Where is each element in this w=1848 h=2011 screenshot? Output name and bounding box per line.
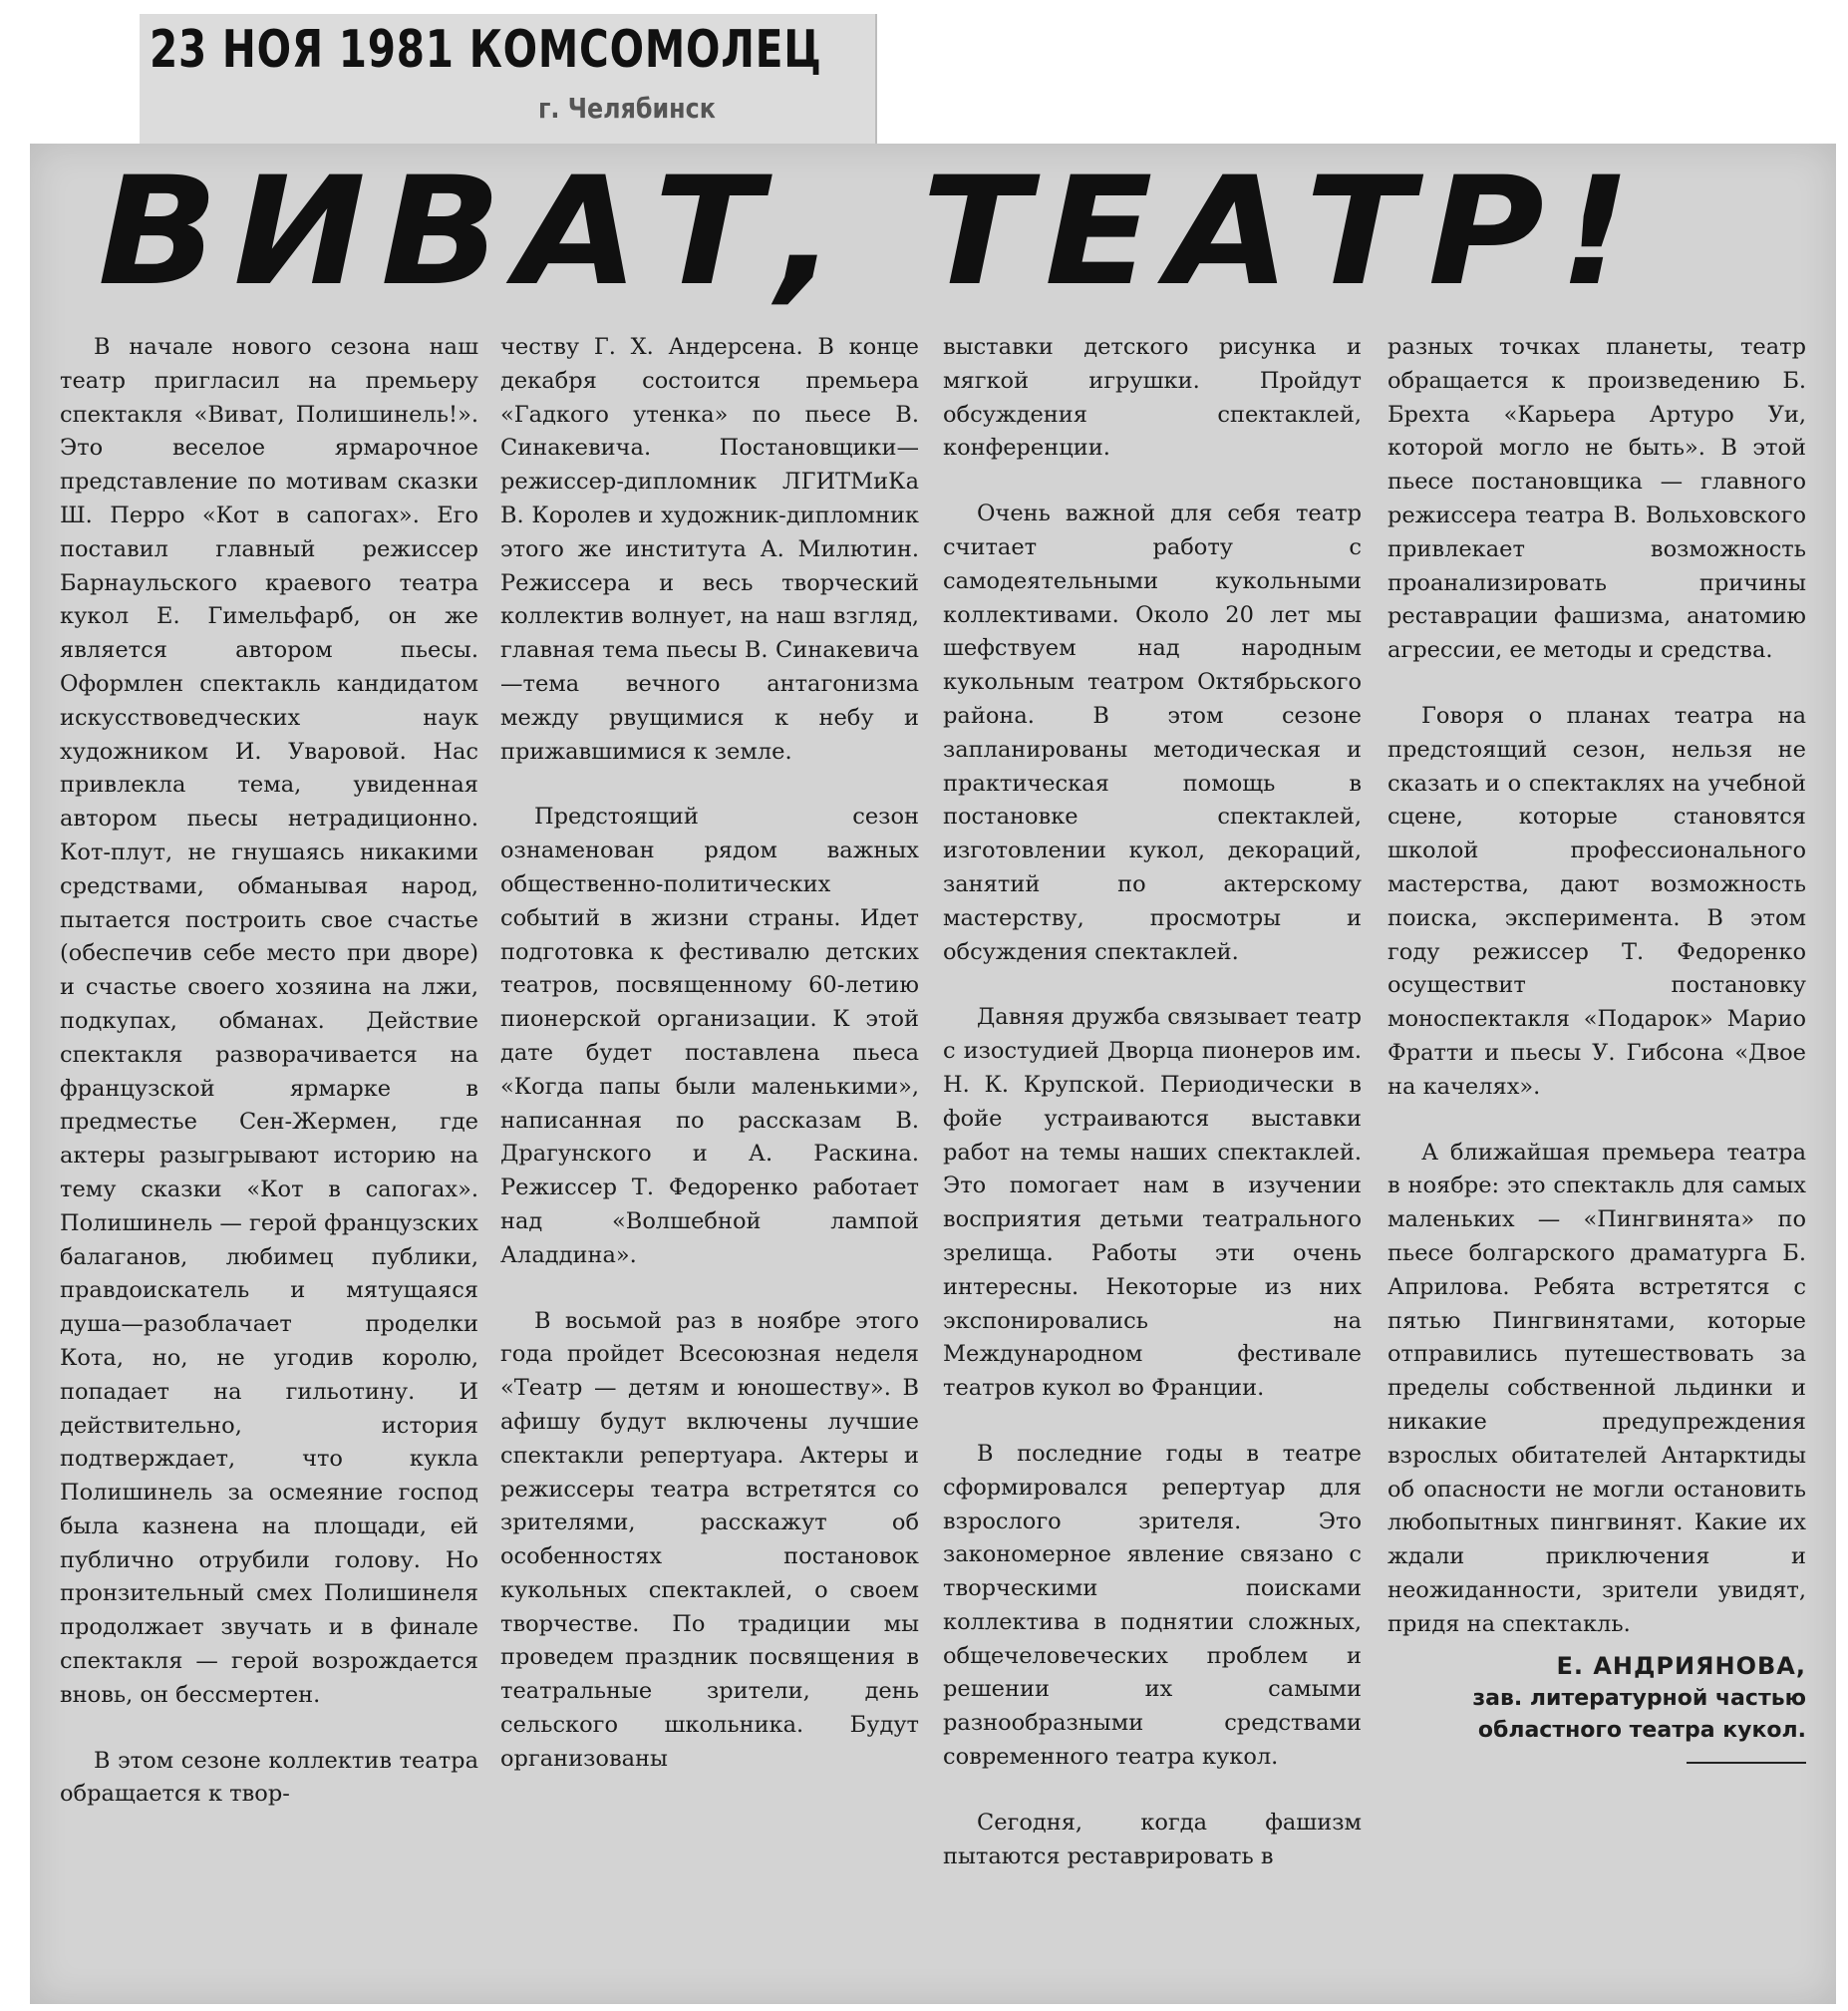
paragraph: Очень важной для себя театр считает работу с самодеятельными кукольными коллективами. Около 20 лет мы шефствуем над народным кукольным театром Октябрьского района. В этом сезоне запланированы методическая и практическая помощь в постановке спектаклей, изготовлении кукол, декораций, занятий по актерскому мастерству, просмотры и обсуждения спектаклей. <box>943 501 1362 965</box>
article-column-3 <box>943 331 1362 1986</box>
newspaper-clipping <box>30 144 1836 2004</box>
stamp-city: г. Челябинск <box>538 92 716 125</box>
article-column-2 <box>500 331 919 1986</box>
stamp-date-newspaper: 23 НОЯ 1981 КОМСОМОЛЕЦ <box>150 20 822 80</box>
paragraph: В последние годы в театре сформировался репертуар для взрослого зрителя. Это закономерное явление связано с творческими поисками коллектива в поднятии сложных, общечеловеческих проблем и решении их самыми разнообразными средствами современного театра кукол. <box>943 1440 1362 1771</box>
paragraph: разных точках планеты, театр обращается к произведению Б. Брехта «Карьера Артуро Уи, которой могло не быть». В этой пьесе постановщика — главного режиссера театра В. Вольховского привлекает возможность проанализировать причины реставрации фашизма, анатомию агрессии, ее методы и средства. <box>1387 334 1806 664</box>
paragraph: Давняя дружба связывает театр с изостудией Дворца пионеров им. Н. К. Крупской. Периодически в фойе устраиваются выставки работ на темы наших спектаклей. Это помогает нам в изучении восприятия детьми театрального зрелища. Работы эти очень интересны. Некоторые из них экспонировались на Международном фестивале театров кукол во Франции. <box>943 1004 1362 1402</box>
paragraph: Говоря о планах театра на предстоящий сезон, нельзя не сказать и о спектаклях на учебной сцене, которые становятся школой профессионального мастерства, дают возможность поиска, эксперимента. В этом году режиссер Т. Федоренко осуществит постановку моноспектакля «Подарок» Марио Фратти и пьесы У. Гибсона «Двое на качелях». <box>1387 702 1806 1100</box>
author-position: зав. литературной частью областного театра кукол. <box>1472 1686 1806 1744</box>
article-column-1 <box>60 331 478 1986</box>
paragraph: Предстоящий сезон ознаменован рядом важных общественно-политических событий в жизни страны. Идет подготовка к фестивалю детских театров, посвященному 60-летию пионерской организации. К этой дате будет поставлена пьеса «Когда папы были маленькими», написанная по рассказам В. Драгунского и А. Раскина. Режиссер Т. Федоренко работает над «Волшебной лампой Аладдина». <box>500 804 919 1268</box>
clipping-stamp <box>140 14 877 144</box>
paragraph: выставки детского рисунка и мягкой игрушки. Пройдут обсуждения спектаклей, конференции. <box>943 334 1362 462</box>
signature-rule <box>1687 1762 1806 1764</box>
author-signature <box>1387 1649 1806 1779</box>
paragraph: А ближайшая премьера театра в ноябре: это спектакль для самых маленьких — «Пингвинята» по пьесе болгарского драматурга Б. Априлова. Ребята встретятся с пятью Пингвинятами, которые отправились путешествовать за пределы собственной льдинки и никакие предупреждения взрослых обитателей Антарктиды об опасности не могли остановить любопытных пингвинят. Какие их ждали приключения и неожиданности, зрители увидят, придя на спектакль. <box>1387 1139 1806 1637</box>
paragraph: В начале нового сезона наш театр пригласил на премьеру спектакля «Виват, Полишинель!». Это веселое ярмарочное представление по мотивам сказки Ш. Перро «Кот в сапогах». Его поставил главный режиссер Барнаульского краевого театра кукол Е. Гимельфарб, он же является автором пьесы. Оформлен спектакль кандидатом искусствоведческих наук художником И. Уваровой. Нас привлекла тема, увиденная автором пьесы нетрадиционно. Кот-плут, не гнушаясь никакими средствами, обманывая народ, пытается построить свое счастье (обеспечив себе место при дворе) и счастье своего хозяина на лжи, подкупах, обманах. Действие спектакля разворачивается на французской ярмарке в предместье Сен-Жермен, где актеры разыгрывают историю на тему сказки «Кот в сапогах». Полишинель — герой французских балаганов, любимец публики, правдоискатель и мятущаяся душа—разоблачает проделки Кота, но, не угодив королю, попадает на гильотину. И действительно, история подтверждает, что кукла Полишинель за осмеяние господ была казнена на площади, ей публично отрубили голову. Но пронзительный смех Полишинеля продолжает звучать и в финале спектакля — герой возрождается вновь, он бессмертен. <box>60 334 478 1708</box>
paragraph: честву Г. Х. Андерсена. В конце декабря состоится премьера «Гадкого утенка» по пьесе В. Синакевича. Постановщики—режиссер-дипломник ЛГИТМиКа В. Королев и художник-дипломник этого же института А. Милютин. Режиссера и весь творческий коллектив волнует, на наш взгляд, главная тема пьесы В. Синакевича—тема вечного антагонизма между рвущимися к небу и прижавшимися к земле. <box>500 334 919 765</box>
article-column-4 <box>1387 331 1806 1986</box>
paragraph: Сегодня, когда фашизм пытаются реставрировать в <box>943 1809 1362 1869</box>
article-headline: ВИВАТ, ТЕАТР! <box>98 146 1647 319</box>
author-name: Е. АНДРИЯНОВА, <box>1556 1652 1806 1681</box>
paragraph: В восьмой раз в ноябре этого года пройдет Всесоюзная неделя «Театр — детям и юношеству». В афишу будут включены лучшие спектакли репертуара. Актеры и режиссеры театра встретятся со зрителями, расскажут об особенностях постановок кукольных спектаклей, о своем творчестве. По традиции мы проведем праздник посвящения в театральные зрители, день сельского школьника. Будут организованы <box>500 1307 919 1772</box>
paragraph: В этом сезоне коллектив театра обращается к твор- <box>60 1747 478 1808</box>
